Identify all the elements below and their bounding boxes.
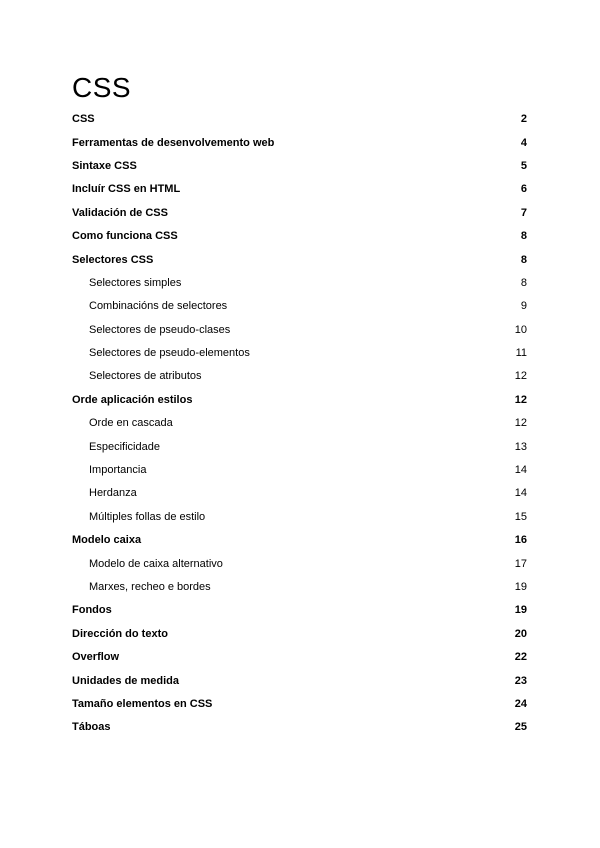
toc-page-number: 9 — [520, 300, 527, 313]
toc-page-number: 11 — [515, 347, 527, 360]
toc-subentry[interactable] — [72, 552, 527, 575]
toc-entry-label: Como funciona CSS — [72, 230, 178, 243]
toc-page-number: 14 — [514, 487, 527, 500]
toc-subentry[interactable] — [72, 576, 527, 599]
toc-entry[interactable] — [72, 716, 527, 739]
toc-page-number: 12 — [514, 417, 527, 430]
toc-entry-label: Modelo de caixa alternativo — [89, 557, 223, 570]
toc-entry[interactable] — [72, 155, 527, 178]
toc-subentry[interactable] — [72, 295, 527, 318]
toc-page-number: 20 — [514, 627, 527, 640]
toc-entry-label: Modelo caixa — [72, 534, 142, 547]
toc-page-number: 12 — [514, 370, 527, 383]
toc-entry-label: CSS — [72, 113, 95, 126]
toc-entry[interactable] — [72, 389, 527, 412]
toc-subentry[interactable] — [72, 342, 527, 365]
toc-entry[interactable] — [72, 693, 527, 716]
toc-entry-label: Herdanza — [89, 487, 137, 500]
toc-page-number: 17 — [514, 557, 527, 570]
toc-page-number: 12 — [514, 393, 527, 406]
toc-entry-label: Overflow — [72, 651, 120, 664]
toc-entry[interactable] — [72, 248, 527, 271]
toc-page-number: 14 — [514, 464, 527, 477]
toc-entry[interactable] — [72, 529, 527, 552]
toc-entry[interactable] — [72, 599, 527, 622]
toc-page-number: 24 — [514, 697, 527, 710]
toc-entry-label: Combinacións de selectores — [89, 300, 228, 313]
toc-entry-label: Marxes, recheo e bordes — [89, 581, 211, 593]
toc-entry-label: Especificidade — [89, 440, 160, 453]
toc-entry-label: Incluír CSS en HTML — [72, 183, 181, 196]
toc-entry-label: Tamaño elementos en CSS — [72, 697, 213, 710]
toc-page-number: 15 — [514, 510, 527, 523]
toc-entry-label: Unidades de medida — [72, 674, 179, 687]
toc-subentry[interactable] — [72, 319, 527, 342]
toc-page-number: 2 — [520, 113, 527, 126]
toc-entry[interactable] — [72, 669, 527, 692]
toc-subentry[interactable] — [72, 459, 527, 482]
toc-entry-label: Selectores de pseudo-elementos — [89, 347, 250, 360]
toc-entry-label: Táboas — [72, 721, 111, 734]
toc-entry-label: Fondos — [72, 604, 112, 617]
toc-entry-label: Orde en cascada — [89, 417, 173, 430]
toc-page-number: 19 — [514, 604, 527, 617]
toc-page-number: 13 — [514, 440, 527, 453]
toc-page-number: 8 — [520, 230, 527, 243]
toc-subentry[interactable] — [72, 272, 527, 295]
toc-page-number: 22 — [514, 651, 527, 664]
toc-page-number: 10 — [514, 323, 527, 336]
toc-entry-label: Selectores de pseudo-clases — [89, 323, 231, 336]
toc-subentry[interactable] — [72, 435, 527, 458]
toc-entry-label: Orde aplicación estilos — [72, 393, 193, 406]
toc-entry-label: Importancia — [89, 464, 147, 477]
toc-entry[interactable] — [72, 178, 527, 201]
toc-entry-label: Múltiples follas de estilo — [89, 510, 206, 523]
toc-subentry[interactable] — [72, 412, 527, 435]
toc-entry-label: Selectores de atributos — [89, 370, 202, 383]
toc-page-number: 5 — [520, 159, 527, 172]
toc-page-number: 6 — [520, 183, 527, 196]
document-title: CSS — [72, 72, 132, 103]
toc-entry[interactable] — [72, 108, 527, 131]
toc-page-number: 7 — [520, 206, 527, 219]
toc-entry[interactable] — [72, 131, 527, 154]
toc-page-number: 4 — [520, 136, 527, 149]
toc-entry-label: Sintaxe CSS — [72, 159, 137, 172]
toc-page-number: 16 — [514, 534, 527, 547]
toc-subentry[interactable] — [72, 482, 527, 505]
toc-page-number: 8 — [520, 276, 527, 289]
table-of-contents — [72, 108, 527, 740]
toc-entry-label: Selectores CSS — [72, 253, 154, 266]
toc-entry-label: Ferramentas de desenvolvemento web — [72, 136, 275, 149]
toc-entry[interactable] — [72, 225, 527, 248]
toc-page-number: 25 — [514, 721, 527, 734]
toc-page-number: 19 — [514, 581, 527, 593]
toc-entry[interactable] — [72, 623, 527, 646]
toc-entry-label: Dirección do texto — [72, 627, 168, 640]
toc-entry-label: Selectores simples — [89, 276, 182, 289]
toc-entry-label: Validación de CSS — [72, 206, 168, 219]
toc-page-number: 8 — [520, 253, 527, 266]
toc-entry[interactable] — [72, 202, 527, 225]
toc-subentry[interactable] — [72, 506, 527, 529]
toc-subentry[interactable] — [72, 365, 527, 388]
toc-entry[interactable] — [72, 646, 527, 669]
toc-page-number: 23 — [514, 674, 527, 687]
